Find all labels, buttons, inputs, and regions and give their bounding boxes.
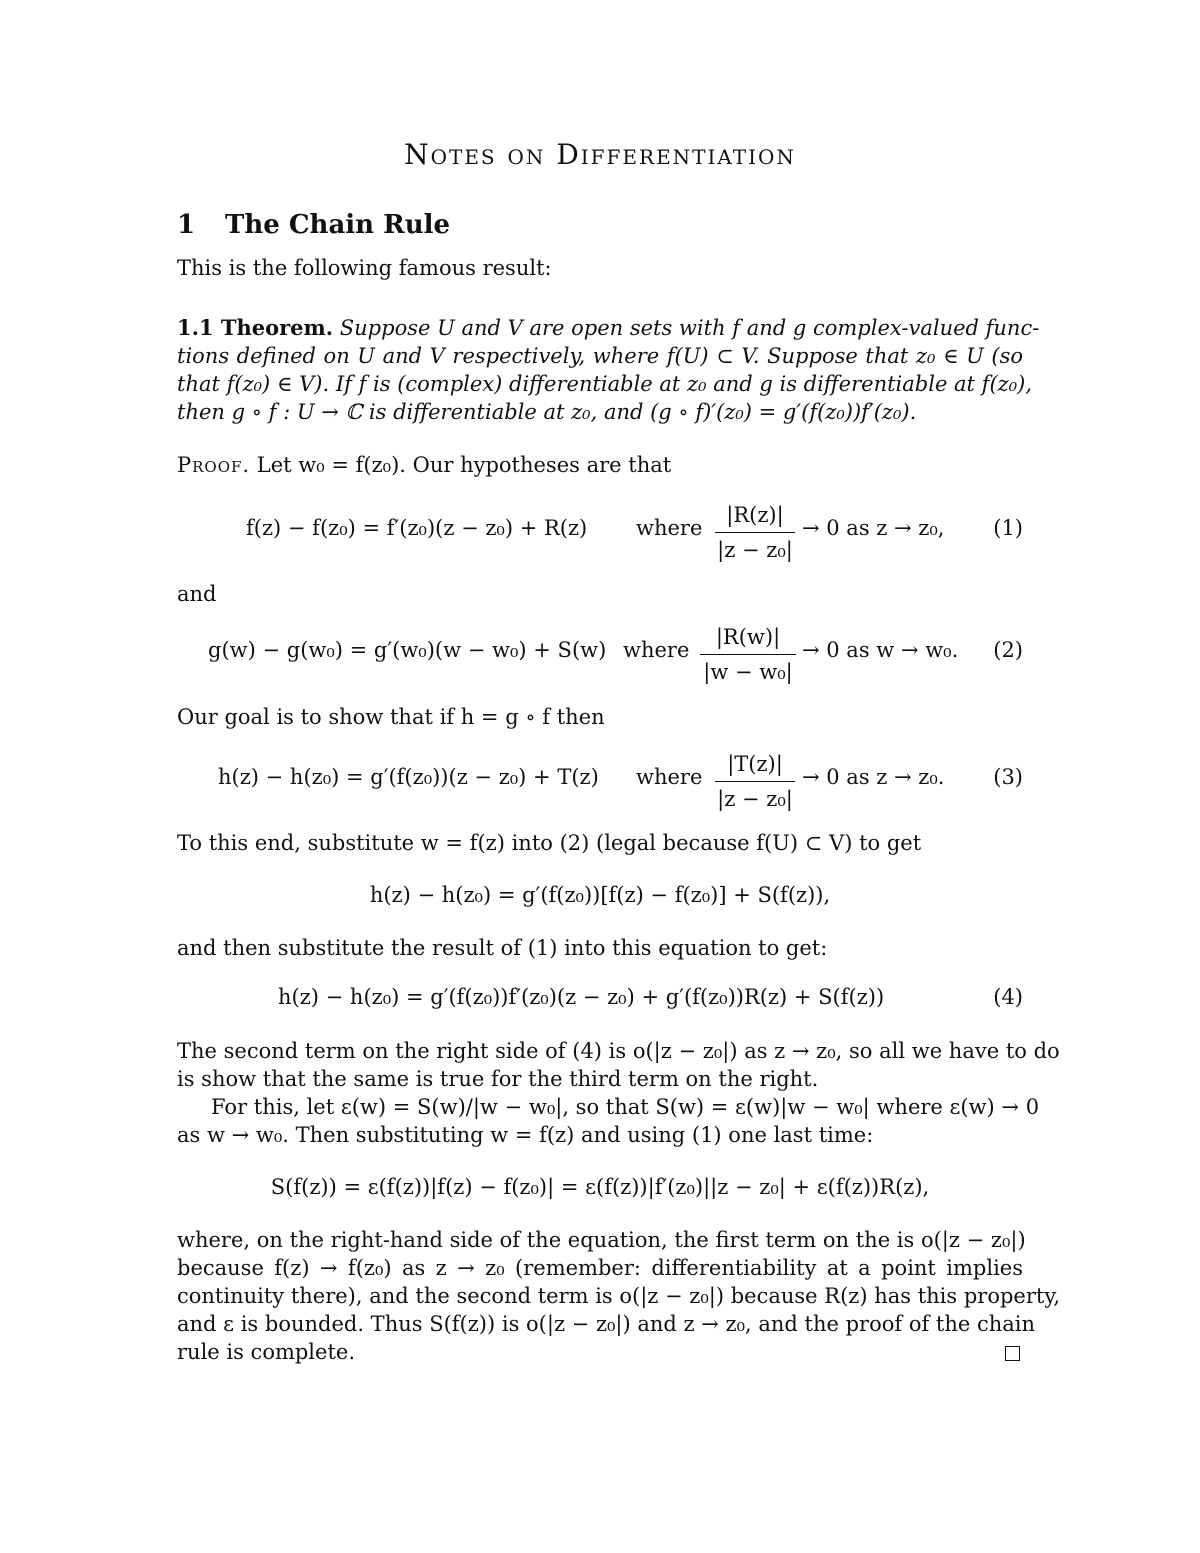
section-heading — [177, 210, 450, 240]
paragraph-2-line-2: is show that the same is true for the third term on the right. — [177, 1067, 819, 1091]
paragraph-4-line-3: continuity there), and the second term is o(|z − z₀|) because R(z) has this property, — [177, 1284, 1061, 1308]
equation-4-number: (4) — [993, 985, 1023, 1009]
fraction-denominator: |z − z₀| — [717, 787, 793, 811]
paragraph-4-line-1: where, on the right-hand side of the equation, the first term on the is o(|z − z₀|) — [177, 1228, 1026, 1252]
equation-2-tail: → 0 as w → w₀. — [802, 638, 959, 662]
fraction-denominator: |w − w₀| — [703, 660, 793, 684]
equation-4-body: h(z) − h(z₀) = g′(f(z₀))f′(z₀)(z − z₀) + g′(f(z₀))R(z) + S(f(z)) — [278, 985, 885, 1009]
section-number: 1 — [177, 210, 196, 240]
section-title: The Chain Rule — [225, 210, 451, 240]
equation-1-where: where — [636, 516, 703, 540]
equation-2-where: where — [623, 638, 690, 662]
paragraph-4-line-2: because f(z) → f(z₀) as z → z₀ (remember: differentiability at a point implies — [177, 1256, 1023, 1280]
equation-3-where: where — [636, 765, 703, 789]
paragraph-3-line-2: as w → w₀. Then substituting w = f(z) and using (1) one last time: — [177, 1123, 874, 1147]
proof-intro: Let w₀ = f(z₀). Our hypotheses are that — [256, 453, 672, 477]
equation-3-lhs: h(z) − h(z₀) = g′(f(z₀))(z − z₀) + T(z) — [218, 765, 599, 789]
paragraph-4-line-4: and ε is bounded. Thus S(f(z)) is o(|z − z₀|) and z → z₀, and the proof of the chain — [177, 1312, 1036, 1336]
theorem-line-2: tions defined on U and V respectively, where f(U) ⊂ V. Suppose that z₀ ∈ U (so — [177, 344, 1023, 368]
equation-1-fraction — [715, 502, 795, 563]
equation-3-tail: → 0 as z → z₀. — [802, 765, 945, 789]
theorem-text-1: Suppose U and V are open sets with f and g complex-valued func- — [339, 316, 1040, 340]
theorem-line-1 — [177, 314, 1040, 342]
equation-3-fraction — [715, 751, 795, 812]
fraction-numerator: |R(w)| — [700, 624, 796, 655]
substitution-equation: h(z) − h(z₀) = g′(f(z₀))[f(z) − f(z₀)] + S(f(z)), — [369, 883, 831, 907]
theorem-line-4: then g ∘ f : U → ℂ is differentiable at z₀, and (g ∘ f)′(z₀) = g′(f(z₀))f′(z₀). — [177, 400, 917, 424]
fraction-denominator: |z − z₀| — [717, 538, 793, 562]
equation-1-lhs: f(z) − f(z₀) = f′(z₀)(z − z₀) + R(z) — [246, 516, 588, 540]
equation-2-number: (2) — [993, 638, 1023, 662]
paragraph-4-line-5: rule is complete. — [177, 1340, 355, 1364]
proof-intro-line — [177, 451, 1023, 479]
and-text: and — [177, 582, 217, 606]
equation-2-fraction — [700, 624, 796, 685]
paragraph-2-line-1: The second term on the right side of (4) is o(|z − z₀|) as z → z₀, so all we have to do — [177, 1039, 1060, 1063]
final-equation: S(f(z)) = ε(f(z))|f(z) − f(z₀)| = ε(f(z))|f′(z₀)||z − z₀| + ε(f(z))R(z), — [270, 1175, 930, 1199]
document-title: Notes on Differentiation — [404, 138, 796, 171]
substitute-text: To this end, substitute w = f(z) into (2) (legal because f(U) ⊂ V) to get — [177, 831, 922, 855]
qed-box-icon — [1005, 1346, 1020, 1361]
equation-1-tail: → 0 as z → z₀, — [802, 516, 945, 540]
intro-text: This is the following famous result: — [177, 256, 552, 280]
then-text: and then substitute the result of (1) into this equation to get: — [177, 936, 828, 960]
proof-label: Proof. — [177, 453, 251, 477]
equation-1-number: (1) — [993, 516, 1023, 540]
fraction-numerator: |R(z)| — [715, 502, 795, 533]
theorem-label: 1.1 Theorem. — [177, 315, 334, 340]
goal-text: Our goal is to show that if h = g ∘ f then — [177, 705, 605, 729]
equation-2-lhs: g(w) − g(w₀) = g′(w₀)(w − w₀) + S(w) — [208, 638, 607, 662]
theorem-line-3: that f(z₀) ∈ V). If f is (complex) differentiable at z₀ and g is differentiable at f(z₀), — [177, 372, 1032, 396]
equation-3-number: (3) — [993, 765, 1023, 789]
fraction-numerator: |T(z)| — [715, 751, 795, 782]
paragraph-3-line-1: For this, let ε(w) = S(w)/|w − w₀|, so that S(w) = ε(w)|w − w₀| where ε(w) → 0 — [211, 1095, 1040, 1119]
